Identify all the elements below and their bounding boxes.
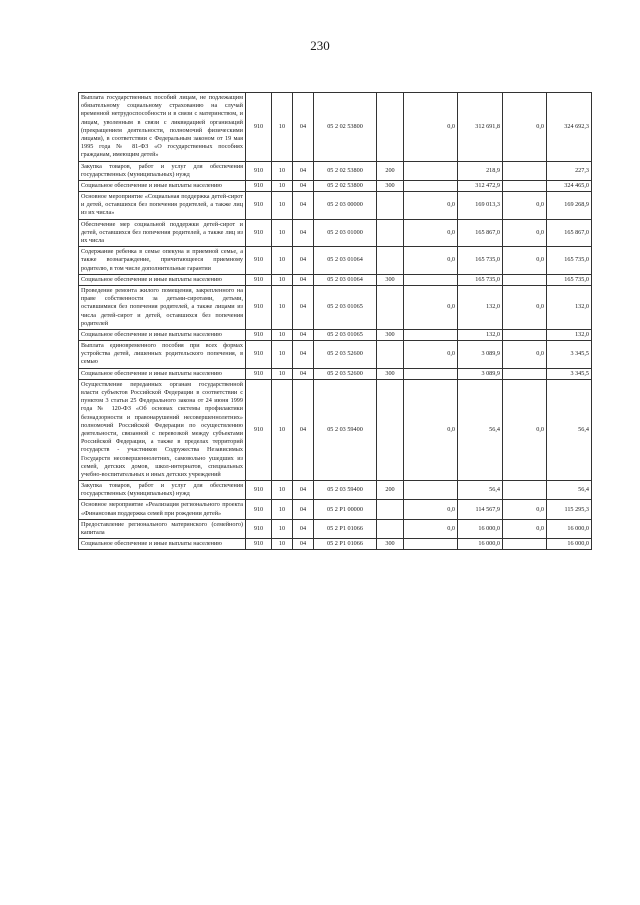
row-target-article: 05 2 03 52600: [314, 368, 377, 379]
row-expense-type: 200: [377, 481, 404, 500]
row-expense-type: [377, 379, 404, 480]
row-expense-type: [377, 192, 404, 220]
row-value-4: 56,4: [547, 379, 592, 480]
row-value-1: [404, 481, 458, 500]
row-value-3: [503, 180, 547, 191]
row-section-code: 10: [272, 481, 293, 500]
row-expense-type: 200: [377, 161, 404, 180]
row-value-3: [503, 539, 547, 550]
row-value-1: 0,0: [404, 247, 458, 275]
row-grbs-code: 910: [246, 519, 272, 538]
row-value-2: 16 000,0: [458, 539, 503, 550]
row-value-3: 0,0: [503, 285, 547, 329]
table-row: [79, 539, 592, 550]
row-target-article: 05 2 02 53800: [314, 93, 377, 162]
budget-table: [78, 92, 592, 550]
row-section-code: 10: [272, 341, 293, 369]
row-value-2: 132,0: [458, 285, 503, 329]
row-value-3: [503, 329, 547, 340]
row-value-3: 0,0: [503, 500, 547, 519]
row-section-code: 10: [272, 500, 293, 519]
row-value-2: 312 472,9: [458, 180, 503, 191]
row-value-2: 114 567,9: [458, 500, 503, 519]
row-target-article: 05 2 P1 00000: [314, 500, 377, 519]
row-value-4: 115 295,3: [547, 500, 592, 519]
row-section-code: 10: [272, 180, 293, 191]
row-value-1: 0,0: [404, 192, 458, 220]
row-value-3: 0,0: [503, 341, 547, 369]
row-expense-type: 300: [377, 274, 404, 285]
row-value-4: 165 867,0: [547, 219, 592, 247]
row-target-article: 05 2 03 01064: [314, 274, 377, 285]
row-grbs-code: 910: [246, 161, 272, 180]
table-row: [79, 274, 592, 285]
row-expense-type: 300: [377, 329, 404, 340]
row-value-1: [404, 539, 458, 550]
row-grbs-code: 910: [246, 93, 272, 162]
row-subsection-code: 04: [293, 379, 314, 480]
row-subsection-code: 04: [293, 161, 314, 180]
row-target-article: 05 2 03 01000: [314, 219, 377, 247]
table-row: [79, 341, 592, 369]
row-grbs-code: 910: [246, 341, 272, 369]
row-value-1: 0,0: [404, 285, 458, 329]
row-expense-type: [377, 93, 404, 162]
row-value-4: 227,3: [547, 161, 592, 180]
row-value-1: 0,0: [404, 93, 458, 162]
row-expense-type: 300: [377, 368, 404, 379]
row-value-2: 16 000,0: [458, 519, 503, 538]
row-name: Содержание ребенка в семье опекуна и приемной семье, а также вознаграждение, причитающееся приемному родителю, в том числе дополнительные гарантии: [79, 247, 246, 275]
row-name: Социальное обеспечение и иные выплаты населению: [79, 180, 246, 191]
page-number: 230: [310, 38, 330, 53]
row-value-4: 165 735,0: [547, 247, 592, 275]
row-value-4: 324 692,3: [547, 93, 592, 162]
row-value-3: 0,0: [503, 247, 547, 275]
row-value-3: [503, 481, 547, 500]
row-name: Выплата единовременного пособия при всех формах устройства детей, лишенных родительского попечения, в семью: [79, 341, 246, 369]
row-value-2: 165 735,0: [458, 247, 503, 275]
row-grbs-code: 910: [246, 274, 272, 285]
table-body: [79, 93, 592, 550]
row-target-article: 05 2 P1 01066: [314, 519, 377, 538]
row-expense-type: 300: [377, 539, 404, 550]
row-subsection-code: 04: [293, 368, 314, 379]
row-value-3: 0,0: [503, 379, 547, 480]
table-row: [79, 481, 592, 500]
table-row: [79, 180, 592, 191]
row-value-1: 0,0: [404, 379, 458, 480]
row-value-3: [503, 368, 547, 379]
row-section-code: 10: [272, 192, 293, 220]
row-name: Осуществление переданных органам государственной власти субъектов Российской Федерации в соответствии с пунктом 3 статьи 25 Федерального закона от 24 июня 1999 года № 120-ФЗ «Об основах системы профилактики безнадзорности и правонарушений несовершеннолетних» полномочий Российской Федерации по осуществлению деятельности, связанной с перевозкой между субъектами Российской Федерации, а также в пределах территорий государств - участников Содружества Независимых Государств несовершеннолетних, самовольно ушедших из семей, детских домов, школ-интернатов, специальных учебно-воспитательных и иных детских учреждений: [79, 379, 246, 480]
table-row: [79, 379, 592, 480]
row-section-code: 10: [272, 368, 293, 379]
row-value-3: 0,0: [503, 219, 547, 247]
row-value-2: 169 013,3: [458, 192, 503, 220]
row-expense-type: [377, 519, 404, 538]
row-subsection-code: 04: [293, 274, 314, 285]
row-value-1: [404, 180, 458, 191]
row-subsection-code: 04: [293, 341, 314, 369]
row-value-2: 312 691,8: [458, 93, 503, 162]
row-section-code: 10: [272, 519, 293, 538]
row-grbs-code: 910: [246, 481, 272, 500]
row-expense-type: [377, 219, 404, 247]
row-name: Закупка товаров, работ и услуг для обеспечения государственных (муниципальных) нужд: [79, 481, 246, 500]
row-value-2: 3 089,9: [458, 368, 503, 379]
row-value-1: 0,0: [404, 500, 458, 519]
row-value-4: 56,4: [547, 481, 592, 500]
row-section-code: 10: [272, 219, 293, 247]
row-subsection-code: 04: [293, 285, 314, 329]
row-subsection-code: 04: [293, 481, 314, 500]
table-row: [79, 93, 592, 162]
row-value-1: [404, 329, 458, 340]
row-value-4: 324 465,0: [547, 180, 592, 191]
row-section-code: 10: [272, 93, 293, 162]
row-value-2: 56,4: [458, 379, 503, 480]
row-target-article: 05 2 03 01065: [314, 285, 377, 329]
table-row: [79, 247, 592, 275]
row-target-article: 05 2 03 00000: [314, 192, 377, 220]
row-value-3: [503, 161, 547, 180]
row-subsection-code: 04: [293, 500, 314, 519]
row-value-4: 3 345,5: [547, 341, 592, 369]
row-value-4: 169 268,9: [547, 192, 592, 220]
row-name: Социальное обеспечение и иные выплаты населению: [79, 368, 246, 379]
row-value-4: 16 000,0: [547, 519, 592, 538]
row-name: Социальное обеспечение и иные выплаты населению: [79, 329, 246, 340]
row-target-article: 05 2 03 01064: [314, 247, 377, 275]
row-value-3: 0,0: [503, 519, 547, 538]
row-subsection-code: 04: [293, 519, 314, 538]
row-grbs-code: 910: [246, 368, 272, 379]
row-section-code: 10: [272, 329, 293, 340]
row-value-1: 0,0: [404, 219, 458, 247]
row-subsection-code: 04: [293, 329, 314, 340]
row-section-code: 10: [272, 161, 293, 180]
row-name: Предоставление регионального материнского (семейного) капитала: [79, 519, 246, 538]
row-name: Основное мероприятие «Реализация регионального проекта «Финансовая поддержка семей при рождении детей»: [79, 500, 246, 519]
row-value-4: 132,0: [547, 329, 592, 340]
row-name: Основное мероприятие «Социальная поддержка детей-сирот и детей, оставшихся без попечения родителей, а также лиц из их числа»: [79, 192, 246, 220]
row-target-article: 05 2 03 01065: [314, 329, 377, 340]
row-subsection-code: 04: [293, 180, 314, 191]
row-value-3: [503, 274, 547, 285]
row-grbs-code: 910: [246, 500, 272, 519]
row-subsection-code: 04: [293, 93, 314, 162]
table-row: [79, 161, 592, 180]
row-value-2: 165 867,0: [458, 219, 503, 247]
row-name: Выплата государственных пособий лицам, не подлежащим обязательному социальному страхованию на случай временной нетрудоспособности и в связи с материнством, и лицам, уволенным в связи с ликвидацией организаций (прекращением деятельности, полномочий физическими лицами), в соответствии с Федеральным законом от 19 мая 1995 года № 81-ФЗ «О государственных пособиях гражданам, имеющим детей»: [79, 93, 246, 162]
row-expense-type: [377, 500, 404, 519]
row-subsection-code: 04: [293, 539, 314, 550]
row-target-article: 05 2 P1 01066: [314, 539, 377, 550]
row-value-1: [404, 274, 458, 285]
table-row: [79, 368, 592, 379]
row-name: Обеспечение мер социальной поддержки детей-сирот и детей, оставшихся без попечения родителей, а также лиц из их числа: [79, 219, 246, 247]
table-row: [79, 500, 592, 519]
row-target-article: 05 2 02 53800: [314, 180, 377, 191]
row-value-1: 0,0: [404, 519, 458, 538]
table-row: [79, 192, 592, 220]
row-value-2: 3 089,9: [458, 341, 503, 369]
table-row: [79, 329, 592, 340]
row-grbs-code: 910: [246, 379, 272, 480]
row-grbs-code: 910: [246, 539, 272, 550]
row-value-1: 0,0: [404, 341, 458, 369]
row-value-1: [404, 368, 458, 379]
row-value-1: [404, 161, 458, 180]
table-row: [79, 219, 592, 247]
row-value-2: 165 735,0: [458, 274, 503, 285]
row-name: Проведение ремонта жилого помещения, закрепленного на праве собственности за детьми-сиротами, детьми, оставшимися без попечения родителей, а также лицами из числа детей-сирот и детей, оставшихся без попечения родителей: [79, 285, 246, 329]
row-value-2: 56,4: [458, 481, 503, 500]
row-target-article: 05 2 03 59400: [314, 481, 377, 500]
row-expense-type: [377, 285, 404, 329]
row-grbs-code: 910: [246, 247, 272, 275]
row-value-3: 0,0: [503, 93, 547, 162]
row-value-4: 132,0: [547, 285, 592, 329]
row-section-code: 10: [272, 274, 293, 285]
row-subsection-code: 04: [293, 192, 314, 220]
row-name: Закупка товаров, работ и услуг для обеспечения государственных (муниципальных) нужд: [79, 161, 246, 180]
row-section-code: 10: [272, 247, 293, 275]
table-row: [79, 519, 592, 538]
row-grbs-code: 910: [246, 285, 272, 329]
row-grbs-code: 910: [246, 180, 272, 191]
row-grbs-code: 910: [246, 219, 272, 247]
row-section-code: 10: [272, 379, 293, 480]
row-section-code: 10: [272, 539, 293, 550]
row-subsection-code: 04: [293, 219, 314, 247]
row-subsection-code: 04: [293, 247, 314, 275]
row-name: Социальное обеспечение и иные выплаты населению: [79, 274, 246, 285]
row-value-2: 218,9: [458, 161, 503, 180]
row-value-2: 132,0: [458, 329, 503, 340]
table-row: [79, 285, 592, 329]
row-target-article: 05 2 03 59400: [314, 379, 377, 480]
row-name: Социальное обеспечение и иные выплаты населению: [79, 539, 246, 550]
row-target-article: 05 2 03 52600: [314, 341, 377, 369]
row-section-code: 10: [272, 285, 293, 329]
row-value-4: 3 345,5: [547, 368, 592, 379]
row-grbs-code: 910: [246, 329, 272, 340]
row-value-4: 16 000,0: [547, 539, 592, 550]
row-expense-type: [377, 247, 404, 275]
row-value-4: 165 735,0: [547, 274, 592, 285]
row-expense-type: 300: [377, 180, 404, 191]
row-value-3: 0,0: [503, 192, 547, 220]
row-target-article: 05 2 02 53800: [314, 161, 377, 180]
row-expense-type: [377, 341, 404, 369]
row-grbs-code: 910: [246, 192, 272, 220]
